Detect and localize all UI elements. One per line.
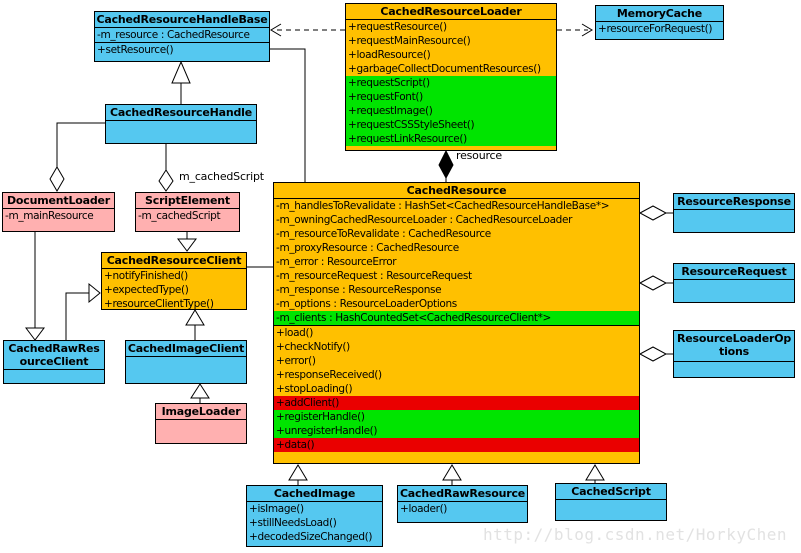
method-row: +setResource() [97, 44, 174, 56]
class-cached-script[interactable] [555, 483, 667, 521]
method-row: +requestLinkResource() [346, 132, 556, 146]
class-cached-resource-handle-base[interactable] [94, 11, 270, 62]
method-row: +loader() [400, 503, 448, 515]
aggregation-diamond-scriptelement-icon [159, 170, 173, 191]
class-title: ResourceLoaderOptions [674, 331, 794, 362]
class-title: CachedResource [274, 183, 639, 199]
attribute-row: -m_resource : CachedResource [95, 28, 269, 43]
composition-role-label-resource: resource [456, 149, 502, 162]
method-row: +requestImage() [346, 104, 556, 118]
generalization-triangle-up-icon [172, 62, 190, 83]
class-title: CachedScript [556, 484, 666, 500]
aggregation-diamond-resourcerequest-icon [640, 276, 666, 290]
compartment-filler [274, 452, 639, 463]
method-row: +data() [274, 438, 639, 452]
generalization-triangle-up-cachedscript-icon [586, 465, 604, 480]
method-row: +requestScript() [346, 76, 556, 90]
method-row: +requestFont() [346, 90, 556, 104]
method-row: +decodedSizeChanged() [249, 531, 373, 543]
class-title: ResourceRequest [674, 264, 794, 280]
attribute-row: -m_error : ResourceError [276, 256, 397, 268]
empty-compartment [4, 370, 104, 383]
attribute-row: -m_owningCachedResourceLoader : CachedResourceLoader [276, 214, 573, 226]
association-line-handlebase-to-cachedresource [270, 49, 305, 182]
empty-compartment [674, 280, 794, 302]
compartment-filler [346, 146, 556, 150]
class-title: MemoryCache [596, 6, 723, 22]
empty-compartment [556, 500, 666, 520]
empty-compartment [156, 420, 246, 443]
method-row: +resourceClientType() [104, 298, 214, 310]
empty-compartment [106, 121, 256, 143]
class-title: CachedImage [247, 486, 382, 502]
class-memory-cache[interactable] [595, 5, 724, 40]
method-row: +responseReceived() [276, 369, 382, 381]
attribute-row: -m_handlesToRevalidate : HashSet<CachedResourceHandleBase*> [276, 200, 610, 212]
attribute-row: -m_clients : HashCountedSet<CachedResourceClient*> [274, 311, 639, 325]
method-row: +addClient() [274, 396, 639, 410]
composition-diamond-icon [439, 151, 453, 178]
generalization-triangle-up-cachedrawresource-icon [443, 465, 461, 480]
class-title: CachedResourceHandle [106, 105, 256, 121]
attribute-row: -m_options : ResourceLoaderOptions [276, 298, 457, 310]
attribute-row: -m_response : ResourceResponse [276, 284, 442, 296]
class-image-loader[interactable] [155, 403, 247, 444]
attribute-row: -m_proxyResource : CachedResource [276, 242, 459, 254]
method-row: +notifyFinished() [104, 270, 188, 282]
method-row: +requestResource() [348, 21, 447, 33]
class-resource-request[interactable] [673, 263, 795, 303]
class-title: ScriptElement [136, 193, 239, 209]
class-title: ImageLoader [156, 404, 246, 420]
generalization-triangle-down-rawclient-icon [26, 328, 44, 340]
class-script-element[interactable] [135, 192, 240, 232]
class-title: DocumentLoader [3, 193, 114, 209]
method-row: +expectedType() [104, 284, 189, 296]
class-title: CachedResourceHandleBase [96, 13, 268, 26]
class-title: CachedImageClient [127, 342, 245, 355]
method-row: +stillNeedsLoad() [249, 517, 337, 529]
attribute-row: -m_resourceToRevalidate : CachedResource [276, 228, 491, 240]
watermark-text: http://blog.csdn.net/HorkyChen [483, 525, 787, 544]
method-row: +load() [276, 327, 313, 339]
class-cached-resource-loader[interactable] [345, 3, 557, 151]
method-row: +checkNotify() [276, 341, 350, 353]
attribute-row: -m_mainResource [5, 210, 94, 222]
method-row: +requestCSSStyleSheet() [346, 118, 556, 132]
aggregation-diamond-resourceresponse-icon [640, 206, 666, 220]
method-row: +requestMainResource() [348, 35, 471, 47]
method-row: +loadResource() [348, 49, 431, 61]
generalization-line-rawclient-to-client [66, 293, 89, 340]
class-cached-resource[interactable] [273, 182, 640, 464]
class-cached-raw-resource-client[interactable] [3, 340, 105, 384]
class-title: CachedResourceClient [102, 253, 246, 269]
class-title: CachedRawResource [399, 487, 526, 500]
class-cached-image[interactable] [246, 485, 383, 547]
class-title: CachedRawResourceClient [4, 341, 104, 370]
aggregation-role-label-m-cached-script: m_cachedScript [179, 170, 264, 183]
aggregation-line-handle-to-documentloader [57, 123, 105, 167]
attribute-row: -m_cachedScript [138, 210, 221, 222]
class-document-loader[interactable] [2, 192, 115, 232]
generalization-triangle-up-imageclient-icon [186, 310, 204, 325]
aggregation-diamond-documentloader-icon [50, 167, 64, 191]
method-row: +error() [276, 355, 316, 367]
method-row: +isImage() [249, 503, 304, 515]
class-cached-resource-handle[interactable] [105, 104, 257, 144]
method-row: +garbageCollectDocumentResources() [348, 63, 541, 75]
class-cached-raw-resource[interactable] [397, 485, 528, 523]
generalization-triangle-up-imageloader-icon [191, 384, 209, 398]
method-row: +registerHandle() [274, 410, 639, 424]
empty-compartment [674, 210, 794, 232]
empty-compartment [674, 362, 794, 377]
attribute-row: -m_resourceRequest : ResourceRequest [276, 270, 472, 282]
empty-compartment [126, 357, 246, 383]
method-row: +resourceForRequest() [598, 23, 713, 35]
class-resource-response[interactable] [673, 193, 795, 233]
class-cached-image-client[interactable] [125, 340, 247, 384]
generalization-triangle-down-client-icon [178, 239, 196, 251]
method-row: +stopLoading() [276, 383, 353, 395]
generalization-triangle-up-cachedimage-icon [289, 465, 307, 480]
aggregation-diamond-resourceloaderoptions-icon [640, 347, 666, 361]
generalization-triangle-right-icon [89, 284, 100, 302]
method-row: +unregisterHandle() [274, 424, 639, 438]
class-title: ResourceResponse [674, 194, 794, 210]
class-cached-resource-client[interactable] [101, 252, 247, 310]
class-title: CachedResourceLoader [346, 4, 556, 20]
class-resource-loader-options[interactable] [673, 330, 795, 378]
